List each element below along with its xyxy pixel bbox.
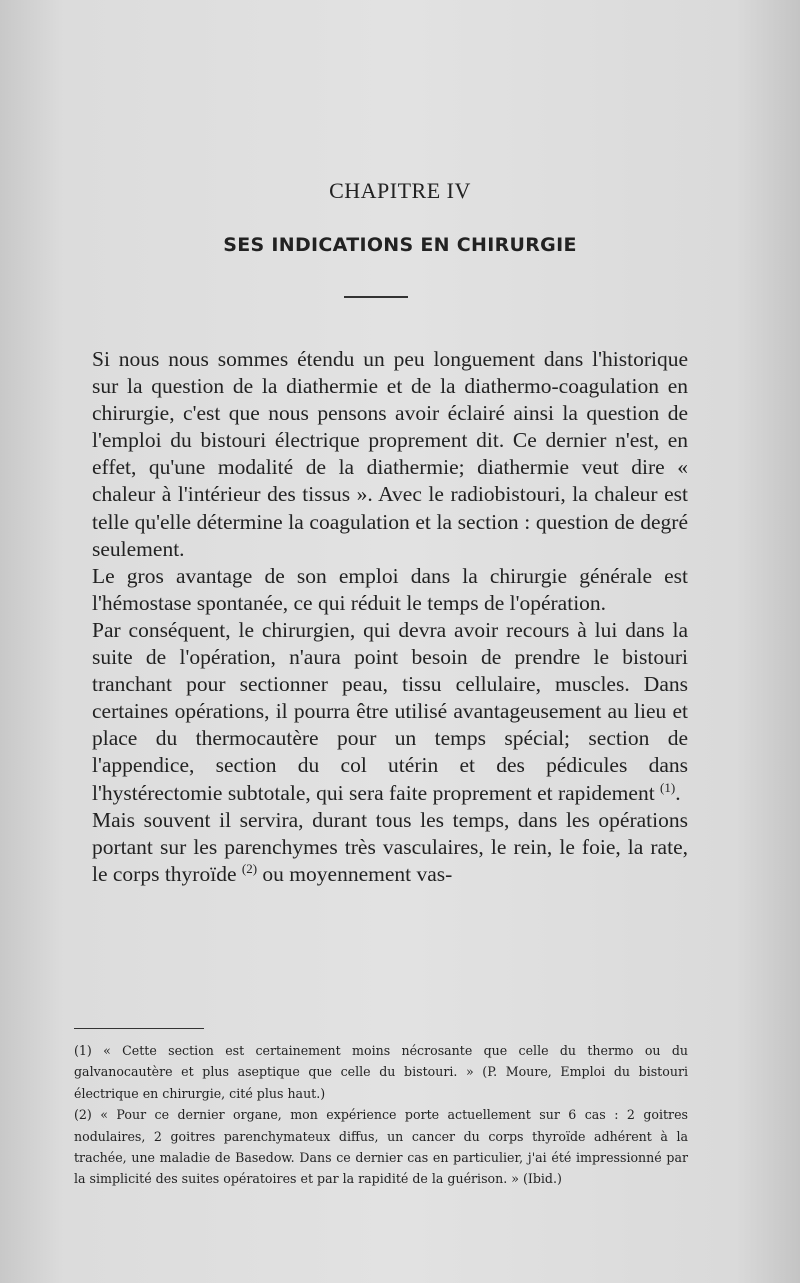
- paragraph-3: Par conséquent, le chirurgien, qui devra avoir recours à lui dans la suite de l'opération, n'aura point besoin de prendre le bistouri tranchant pour sectionner peau, tissu cellulaire, muscles. Dans certaines opérations, il pourra être utilisé avantageusement au lieu et place du thermocautère pour un temps spécial; section de l'appendice, section du col utérin et des pédicules dans l'hystérectomie subtotale, qui sera faite proprement et rapidement $^{(1)}$.: [92, 617, 688, 805]
- paragraph-2: Le gros avantage de son emploi dans la chirurgie générale est l'hémostase spontanée, ce qui réduit le temps de l'opération.: [92, 563, 688, 615]
- footnote-ref-1[interactable]: (1): [660, 779, 676, 795]
- footnote-2: (2) « Pour ce dernier organe, mon expérience porte actuellement sur 6 cas : 2 goitres nodulaires, 2 goitres parenchymateux diffus, un cancer du corps thyroïde adhérent à la trachée, une maladie de Basedow. Dans ce dernier cas en particulier, j'ai été impressionné par la simplicité des suites opératoires et par la rapidité de la guérison. » (Ibid.): [74, 1107, 688, 1187]
- footnotes: [74, 1040, 688, 1190]
- paragraph-3-text: Par conséquent, le chirurgien, qui devra avoir recours à lui dans la suite de l'opération, n'aura point besoin de prendre le bistouri tranchant pour sectionner peau, tissu cellulaire, muscles. Dans certaines opérations, il pourra être utilisé avantageusement au lieu et place du thermocautère pour un temps spécial; section de l'appendice, section du col utérin et des pédicules dans l'hystérectomie subtotale, qui sera faite proprement et rapidement: [92, 617, 688, 805]
- footnote-ref-2[interactable]: (2): [241, 860, 258, 876]
- paragraph-4: [92, 807, 688, 888]
- chapter-heading: CHAPITRE IV: [329, 178, 471, 203]
- footnote-1: (1) « Cette section est certainement moins nécrosante que celle du thermo ou du galvanocautère et plus aseptique que celle du bistouri. » (P. Moure, Emploi du bistouri électrique en chirurgie, cité plus haut.): [74, 1043, 688, 1101]
- footnote-divider: [74, 1028, 204, 1029]
- paragraph-4-continuation: ou moyennement vas-: [262, 861, 453, 886]
- chapter-title: SES INDICATIONS EN CHIRURGIE: [223, 234, 577, 256]
- paragraph-4-text: Mais souvent il servira, durant tous les temps, dans les opérations portant sur les parenchymes très vasculaires, le rein, le foie, la rate, le corps thyroïde: [92, 807, 688, 886]
- title-divider: [344, 296, 408, 298]
- paragraph-1: Si nous nous sommes étendu un peu longuement dans l'historique sur la question de la diathermie et de la diathermo-coagulation en chirurgie, c'est que nous pensons avoir éclairé ainsi la question de l'emploi du bistouri électrique proprement dit. Ce dernier n'est, en effet, qu'une modalité de la diathermie; diathermie veut dire « chaleur à l'intérieur des tissus ». Avec le radiobistouri, la chaleur est telle qu'elle détermine la coagulation et la section : question de degré seulement.: [92, 347, 688, 561]
- body-text: [92, 346, 688, 888]
